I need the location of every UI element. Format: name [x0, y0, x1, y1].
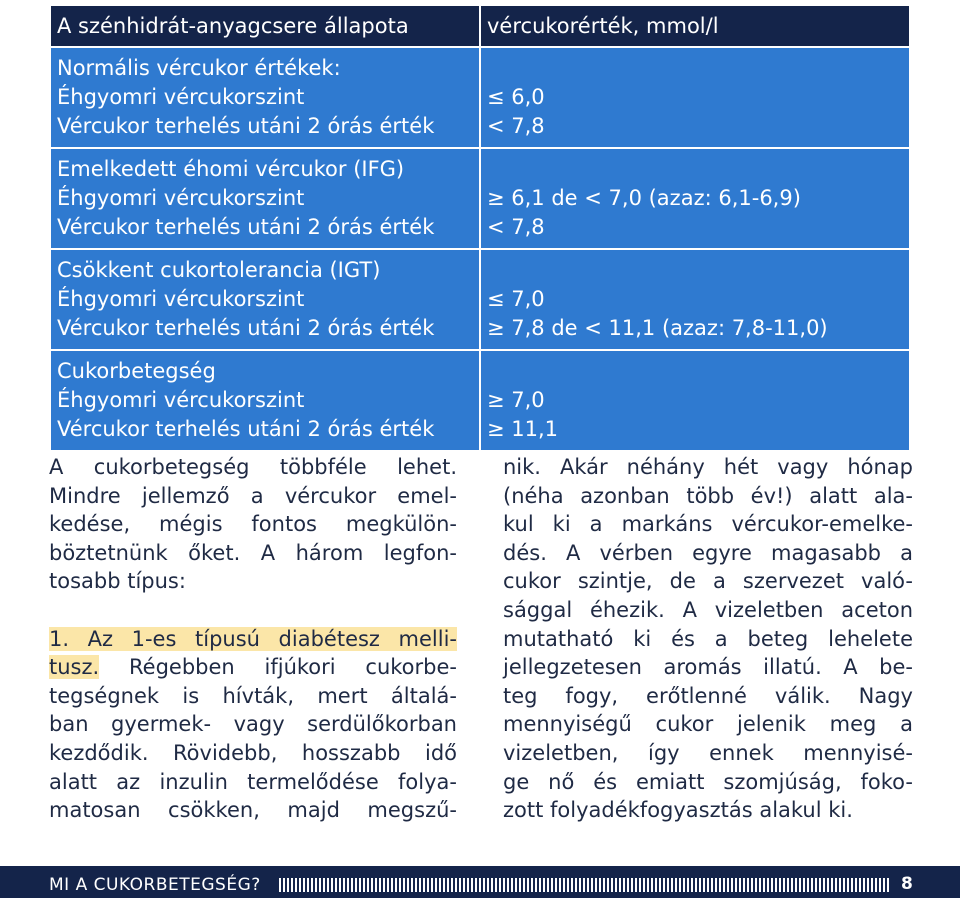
table-row-normal — [50, 47, 910, 148]
text-line: kezdődik. Rövidebb, hosszabb idő — [49, 740, 457, 765]
text-line: matosan csökken, majd megszű- — [49, 798, 457, 823]
text-segment: Régebben ifjúkori cukorbe- — [129, 655, 457, 680]
row-label: Éhgyomri vércukorszint — [57, 186, 305, 210]
header-value: vércukorérték, mmol/l — [480, 5, 910, 47]
row-value: ≤ 6,0 — [487, 85, 545, 109]
section-title: Cukorbetegség — [57, 359, 216, 383]
text-line: kul ki a markáns vércukor-emelke- — [503, 512, 913, 537]
type1-heading-line — [49, 653, 457, 682]
right-text-column — [503, 453, 913, 825]
footer-title: MI A CUKORBETEGSÉG? — [49, 875, 261, 895]
row-label: Vércukor terhelés utáni 2 órás érték — [57, 316, 435, 340]
text-line: Mindre jellemző a vércukor emel- — [49, 483, 457, 508]
row-value: ≥ 11,1 — [487, 417, 559, 441]
text-line: sággal éhezik. A vizeletben aceton — [503, 597, 913, 622]
row-value: ≥ 7,0 — [487, 388, 545, 412]
text-line: alatt az inzulin termelődése folya- — [49, 769, 457, 794]
type1-heading-highlight: tusz. — [49, 655, 100, 680]
page-footer — [0, 866, 960, 898]
text-line: vizeletben, így ennek mennyisé- — [503, 740, 913, 765]
row-value: ≥ 6,1 de < 7,0 (azaz: 6,1-6,9) — [487, 186, 801, 210]
text-line: tosabb típus: — [49, 569, 186, 594]
text-line: teg fogy, erőtlenné válik. Nagy — [503, 683, 913, 708]
left-text-column — [49, 453, 457, 825]
section-title: Emelkedett éhomi vércukor (IFG) — [57, 157, 405, 181]
table-header-row — [50, 5, 910, 47]
row-label: Vércukor terhelés utáni 2 órás érték — [57, 417, 435, 441]
table-row-igt — [50, 249, 910, 350]
text-line: cukor szintje, de a szervezet való- — [503, 569, 913, 594]
table-row-diabetes — [50, 350, 910, 451]
text-line: mennyiségű cukor jelenik meg a — [503, 712, 913, 737]
text-line: zott folyadékfogyasztás alakul ki. — [503, 798, 853, 823]
row-label: Éhgyomri vércukorszint — [57, 85, 305, 109]
text-line: ge nő és emiatt szomjúság, foko- — [503, 769, 913, 794]
type1-heading-line — [49, 625, 457, 654]
text-line: mutatható ki és a beteg lehelete — [503, 626, 913, 651]
row-label: Vércukor terhelés utáni 2 órás érték — [57, 215, 435, 239]
footer-decorative-bars — [279, 878, 889, 892]
text-line: nik. Akár néhány hét vagy hónap — [503, 455, 913, 479]
text-line: tegségnek is hívták, mert általá- — [49, 683, 457, 708]
text-line: dés. A vérben egyre magasabb a — [503, 540, 913, 565]
row-label: Vércukor terhelés utáni 2 órás érték — [57, 114, 435, 138]
row-value: ≥ 7,8 de < 11,1 (azaz: 7,8-11,0) — [487, 316, 828, 340]
section-title: Normális vércukor értékek: — [57, 56, 341, 80]
type1-heading-highlight: 1. Az 1-es típusú diabétesz melli- — [49, 626, 457, 651]
glucose-values-table — [49, 4, 911, 452]
row-label: Éhgyomri vércukorszint — [57, 388, 305, 412]
table-row-ifg — [50, 148, 910, 249]
row-value: ≤ 7,0 — [487, 287, 545, 311]
row-value: < 7,8 — [487, 215, 545, 239]
text-line: kedése, mégis fontos megkülön- — [49, 512, 457, 537]
row-label: Éhgyomri vércukorszint — [57, 287, 305, 311]
text-line: böztetnünk őket. A három legfon- — [49, 540, 457, 565]
section-title: Csökkent cukortolerancia (IGT) — [57, 258, 381, 282]
header-status: A szénhidrát-anyagcsere állapota — [50, 5, 480, 47]
page-number: 8 — [901, 874, 913, 894]
text-line: (néha azonban több év!) alatt ala- — [503, 483, 913, 508]
row-value: < 7,8 — [487, 114, 545, 138]
text-line: jellegzetesen aromás illatú. A be- — [503, 655, 913, 680]
text-line: ban gyermek- vagy serdülőkorban — [49, 712, 457, 737]
text-line: A cukorbetegség többféle lehet. — [49, 455, 457, 479]
